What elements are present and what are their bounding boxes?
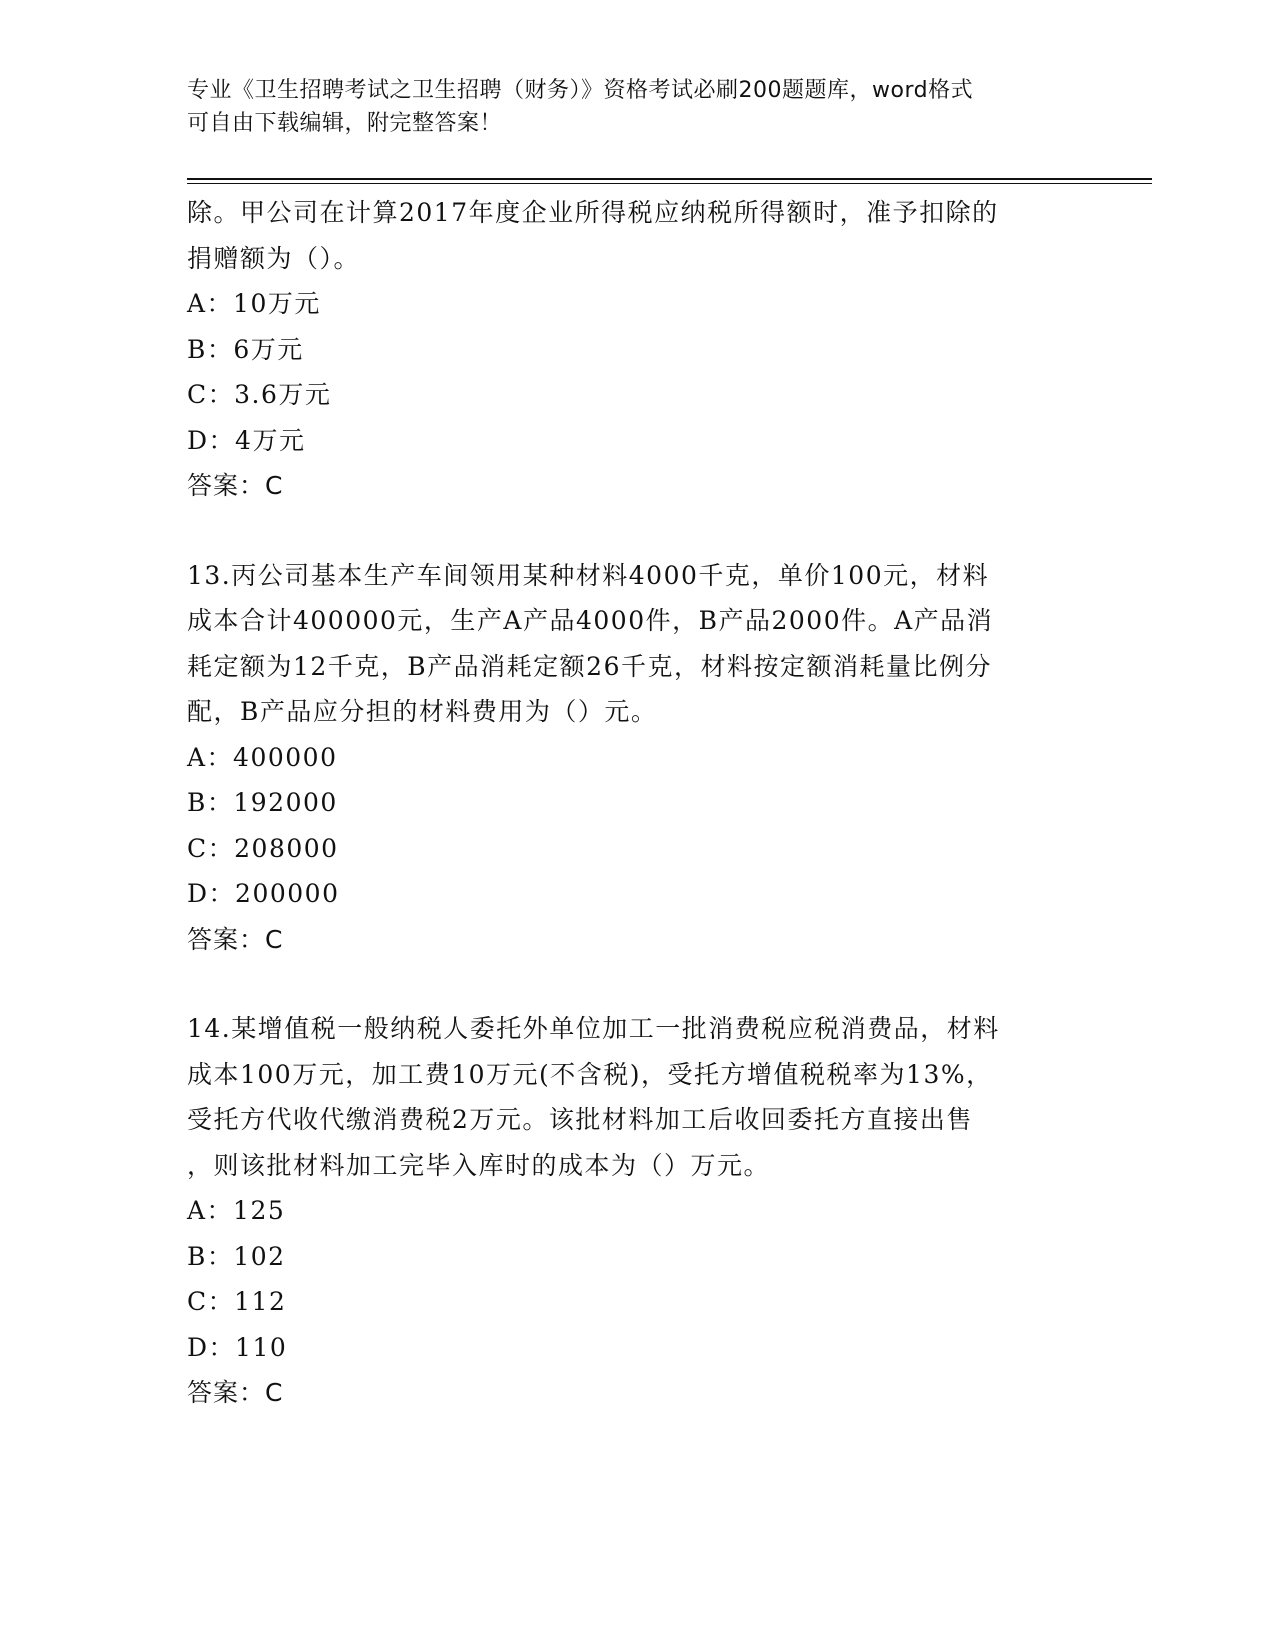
- header-title-line-2: 可自由下载编辑，附完整答案！: [187, 111, 503, 136]
- question-item: [187, 1006, 1087, 1416]
- option-c: C：112: [187, 1287, 287, 1316]
- question-stem-line: 成本100万元，加工费10万元(不含税)，受托方增值税税率为13%，: [187, 1059, 993, 1089]
- option-a: A：10万元: [187, 289, 321, 318]
- question-item: [187, 553, 1087, 963]
- option-b: B：6万元: [187, 334, 304, 364]
- header-divider-thick: [187, 178, 1152, 180]
- header-divider-thin: [187, 183, 1152, 184]
- question-stem-line: ，则该批材料加工完毕入库时的成本为（）万元。: [187, 1150, 771, 1180]
- option-c: C：3.6万元: [187, 380, 332, 409]
- option-b: B：192000: [187, 788, 338, 817]
- question-stem-line: 耗定额为12千克，B产品消耗定额26千克，材料按定额消耗量比例分: [187, 651, 992, 681]
- answer-line: 答案：C: [187, 471, 284, 500]
- option-a: A：400000: [187, 742, 338, 772]
- question-stem-line: 捐赠额为（）。: [187, 243, 361, 273]
- question-item: [187, 190, 1087, 509]
- header-title-line-1: 专业《卫生招聘考试之卫生招聘（财务）》资格考试必刷200题题库，word格式: [187, 78, 974, 103]
- option-d: D：110: [187, 1332, 288, 1362]
- question-stem-line: 除。甲公司在计算2017年度企业所得税应纳税所得额时，准予扣除的: [187, 198, 999, 227]
- question-stem-line: 14.某增值税一般纳税人委托外单位加工一批消费税应税消费品，材料: [187, 1014, 1000, 1043]
- option-c: C：208000: [187, 833, 339, 863]
- question-list: [187, 186, 1087, 1416]
- option-b: B：102: [187, 1241, 286, 1271]
- option-a: A：125: [187, 1196, 286, 1225]
- question-stem-line: 受托方代收代缴消费税2万元。该批材料加工后收回委托方直接出售: [187, 1105, 973, 1134]
- question-stem-line: 成本合计400000元，生产A产品4000件，B产品2000件。A产品消: [187, 606, 994, 635]
- option-d: D：4万元: [187, 425, 306, 455]
- page-header: [187, 74, 1067, 140]
- option-d: D：200000: [187, 879, 340, 908]
- question-stem-line: 13.丙公司基本生产车间领用某种材料4000千克，单价100元，材料: [187, 560, 990, 590]
- question-stem-line: 配，B产品应分担的材料费用为（）元。: [187, 697, 658, 726]
- answer-line: 答案：C: [187, 924, 284, 954]
- answer-line: 答案：C: [187, 1378, 284, 1407]
